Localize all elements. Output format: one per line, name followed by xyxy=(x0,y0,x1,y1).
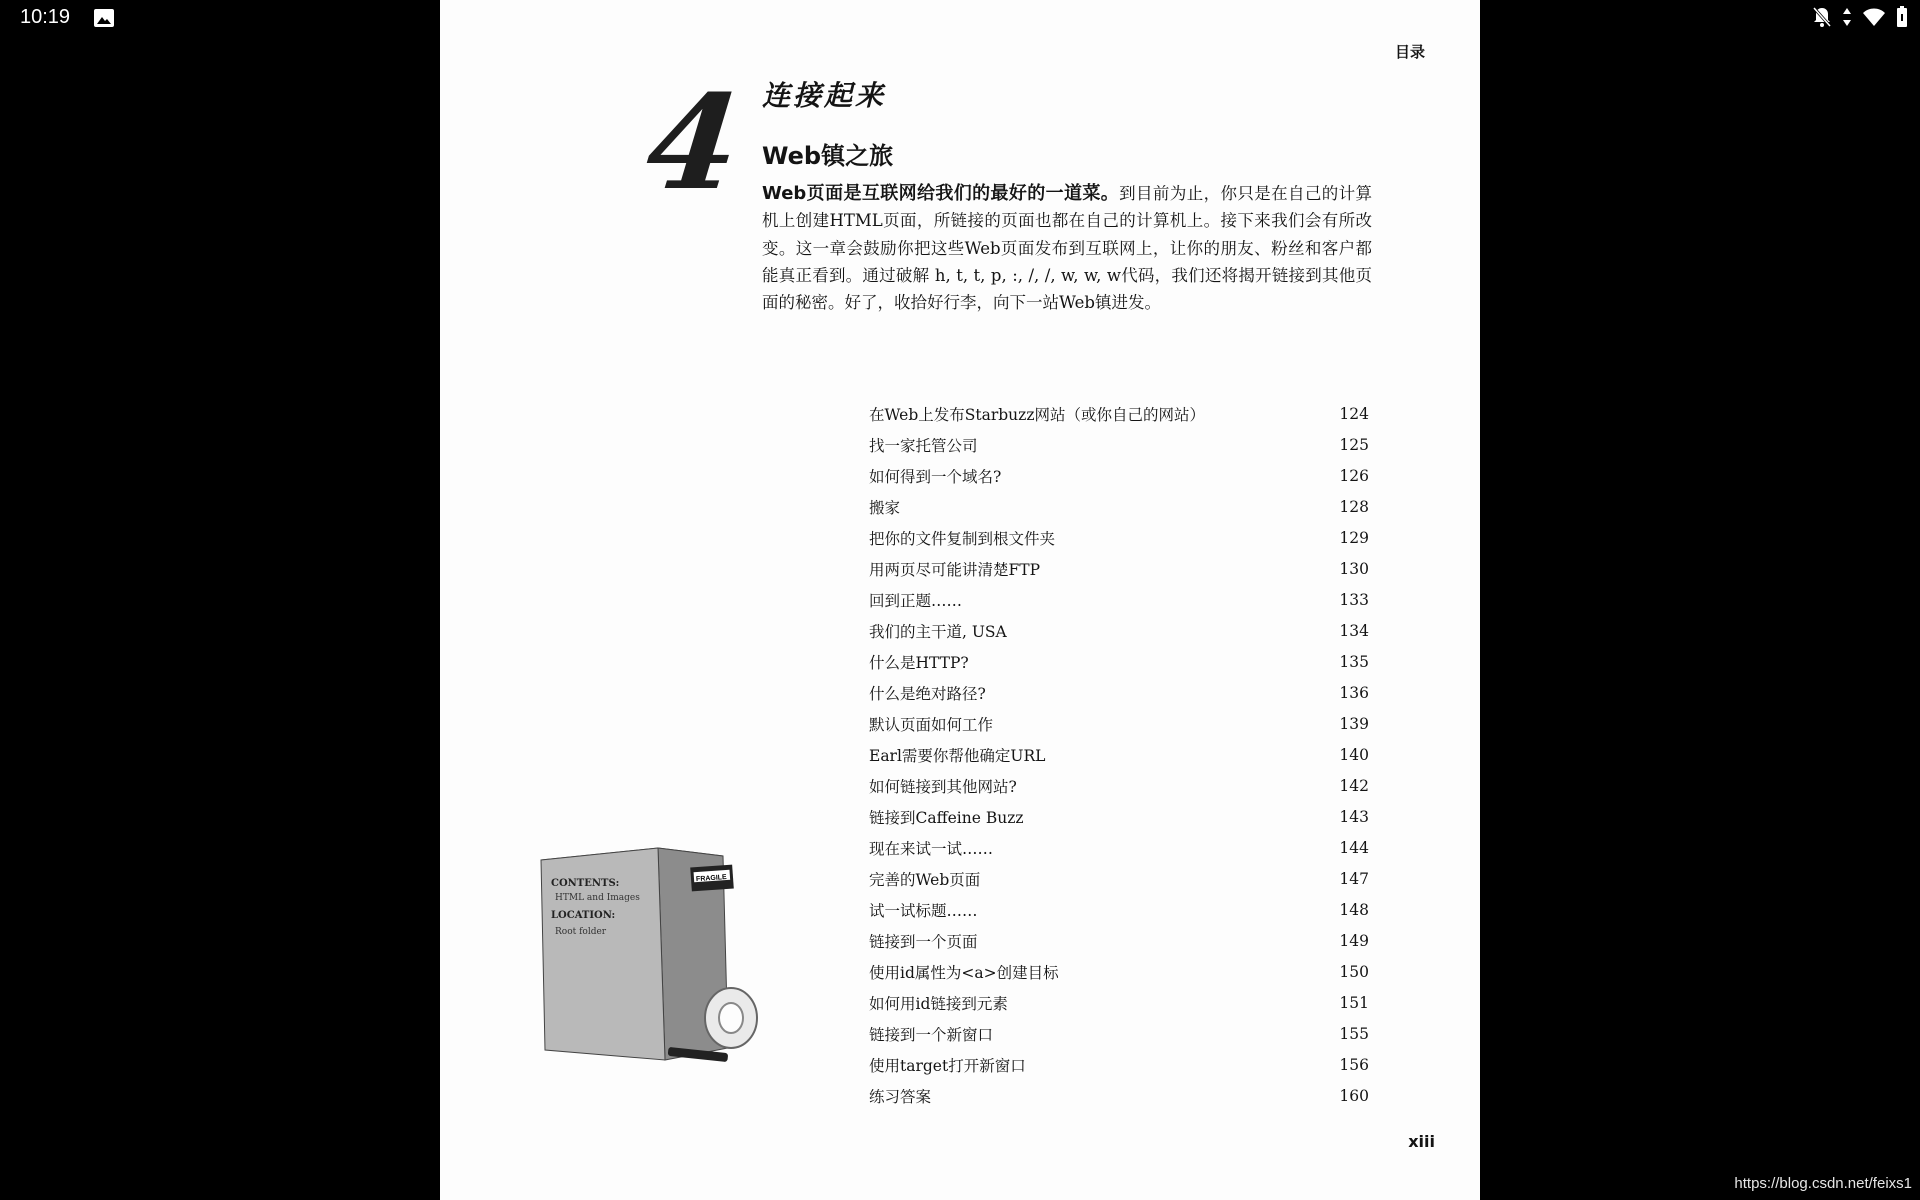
toc-entry xyxy=(869,398,1369,429)
toc-entry xyxy=(869,646,1369,677)
source-watermark: https://blog.csdn.net/feixs1 xyxy=(1734,1175,1912,1192)
toc-entry xyxy=(869,863,1369,894)
toc-entry-page: 143 xyxy=(1339,807,1369,826)
toc-entry-page: 160 xyxy=(1339,1086,1369,1105)
toc-entry xyxy=(869,553,1369,584)
toc-entry-page: 149 xyxy=(1339,931,1369,950)
toc-entry-title: 链接到一个新窗口 xyxy=(869,1025,994,1044)
toc-entry-title: 把你的文件复制到根文件夹 xyxy=(869,529,1056,548)
toc-entry xyxy=(869,1049,1369,1080)
wifi-icon xyxy=(1862,7,1886,27)
toc-entry-page: 133 xyxy=(1339,590,1369,609)
toc-entry-page: 136 xyxy=(1339,683,1369,702)
toc-entry xyxy=(869,522,1369,553)
toc-entry-page: 151 xyxy=(1339,993,1369,1012)
image-notification-icon xyxy=(93,8,115,28)
toc-entry-title: 链接到一个页面 xyxy=(869,932,978,951)
toc-entry-page: 129 xyxy=(1339,528,1369,547)
toc-entry xyxy=(869,832,1369,863)
toc-entry-page: 148 xyxy=(1339,900,1369,919)
toc-entry xyxy=(869,1018,1369,1049)
intro-lead: Web页面是互联网给我们的最好的一道菜。 xyxy=(762,183,1120,204)
toc-entry-title: 用两页尽可能讲清楚FTP xyxy=(869,560,1041,579)
toc-entry-page: 142 xyxy=(1339,776,1369,795)
book-page xyxy=(440,0,1480,1200)
box-contents-label: CONTENTS: xyxy=(551,878,620,889)
intro-body: 到目前为止，你只是在自己的计算机上创建HTML页面，所链接的页面也都在自己的计算机上。接下来我们会有所改变。这一章会鼓励你把这些Web页面发布到互联网上，让你的朋友、粉丝和客户都能真正看到。通过破解 h, t, t, p, :, /, /, w, w, w代码，我们还将揭开链接到其他页面的秘密。好了，收拾好行李，向下一站Web镇进发。 xyxy=(762,184,1373,313)
toc-entry-page: 156 xyxy=(1339,1055,1369,1074)
toc-entry-page: 155 xyxy=(1339,1024,1369,1043)
status-icons xyxy=(1812,6,1908,28)
toc-entry-page: 134 xyxy=(1339,621,1369,640)
toc-entry-page: 147 xyxy=(1339,869,1369,888)
toc-entry-title: 链接到Caffeine Buzz xyxy=(869,808,1024,827)
toc-entry xyxy=(869,925,1369,956)
toc-entry-page: 140 xyxy=(1339,745,1369,764)
toc-entry xyxy=(869,739,1369,770)
toc-entry xyxy=(869,987,1369,1018)
toc-entry-title: 练习答案 xyxy=(869,1087,932,1106)
box-sticker: FRAGILE xyxy=(695,873,727,884)
toc-entry-title: Earl需要你帮他确定URL xyxy=(869,746,1046,765)
toc-entry-page: 124 xyxy=(1339,404,1369,423)
status-time: 10:19 xyxy=(20,6,71,28)
data-transfer-icon xyxy=(1842,7,1852,27)
toc-entry-title: 如何链接到其他网站? xyxy=(869,777,1017,796)
toc-entry-title: 试一试标题…… xyxy=(869,901,978,920)
box-location-label: LOCATION: xyxy=(551,910,616,921)
chapter-intro xyxy=(762,180,1372,316)
toc-entry-page: 128 xyxy=(1339,497,1369,516)
battery-icon xyxy=(1896,6,1908,28)
toc-entry-page: 126 xyxy=(1339,466,1369,485)
toc-entry xyxy=(869,429,1369,460)
toc-entry-page: 150 xyxy=(1339,962,1369,981)
toc-entry-title: 我们的主干道, USA xyxy=(869,622,1007,641)
toc-entry xyxy=(869,708,1369,739)
page-number: xiii xyxy=(1408,1132,1435,1151)
toc-entry-title: 使用id属性为<a>创建目标 xyxy=(869,963,1059,982)
toc-entry-page: 135 xyxy=(1339,652,1369,671)
chapter-subtitle: Web镇之旅 xyxy=(762,142,894,170)
box-contents-value: HTML and Images xyxy=(555,893,640,903)
box-location-value: Root folder xyxy=(555,927,607,937)
toc-entry xyxy=(869,584,1369,615)
moving-box-illustration xyxy=(533,838,758,1073)
notifications-off-icon xyxy=(1812,6,1832,28)
chapter-title: 连接起来 xyxy=(762,79,887,112)
toc-entry xyxy=(869,491,1369,522)
toc-entry-title: 如何用id链接到元素 xyxy=(869,994,1008,1013)
toc-entry-title: 使用target打开新窗口 xyxy=(869,1056,1026,1075)
toc-entry xyxy=(869,677,1369,708)
running-header: 目录 xyxy=(1394,43,1425,61)
toc-entry xyxy=(869,894,1369,925)
toc-entry-title: 在Web上发布Starbuzz网站（或你自己的网站） xyxy=(869,405,1205,424)
toc-entry-title: 搬家 xyxy=(869,498,901,517)
chapter-number: 4 xyxy=(640,66,747,219)
toc-entry xyxy=(869,770,1369,801)
toc-entry-title: 回到正题…… xyxy=(869,591,963,610)
toc-list xyxy=(869,398,1369,1111)
toc-entry xyxy=(869,1080,1369,1111)
toc-entry-page: 130 xyxy=(1339,559,1369,578)
toc-entry xyxy=(869,460,1369,491)
toc-entry xyxy=(869,956,1369,987)
toc-entry-title: 什么是绝对路径? xyxy=(869,684,986,703)
toc-entry-title: 现在来试一试…… xyxy=(869,839,994,858)
toc-entry-title: 默认页面如何工作 xyxy=(869,715,994,734)
toc-entry-title: 完善的Web页面 xyxy=(869,870,981,889)
toc-entry-page: 125 xyxy=(1339,435,1369,454)
toc-entry-title: 找一家托管公司 xyxy=(869,436,978,455)
toc-entry-title: 如何得到一个域名? xyxy=(869,467,1002,486)
toc-entry-page: 144 xyxy=(1339,838,1369,857)
toc-entry-title: 什么是HTTP? xyxy=(869,653,969,672)
toc-entry-page: 139 xyxy=(1339,714,1369,733)
toc-entry xyxy=(869,615,1369,646)
toc-entry xyxy=(869,801,1369,832)
